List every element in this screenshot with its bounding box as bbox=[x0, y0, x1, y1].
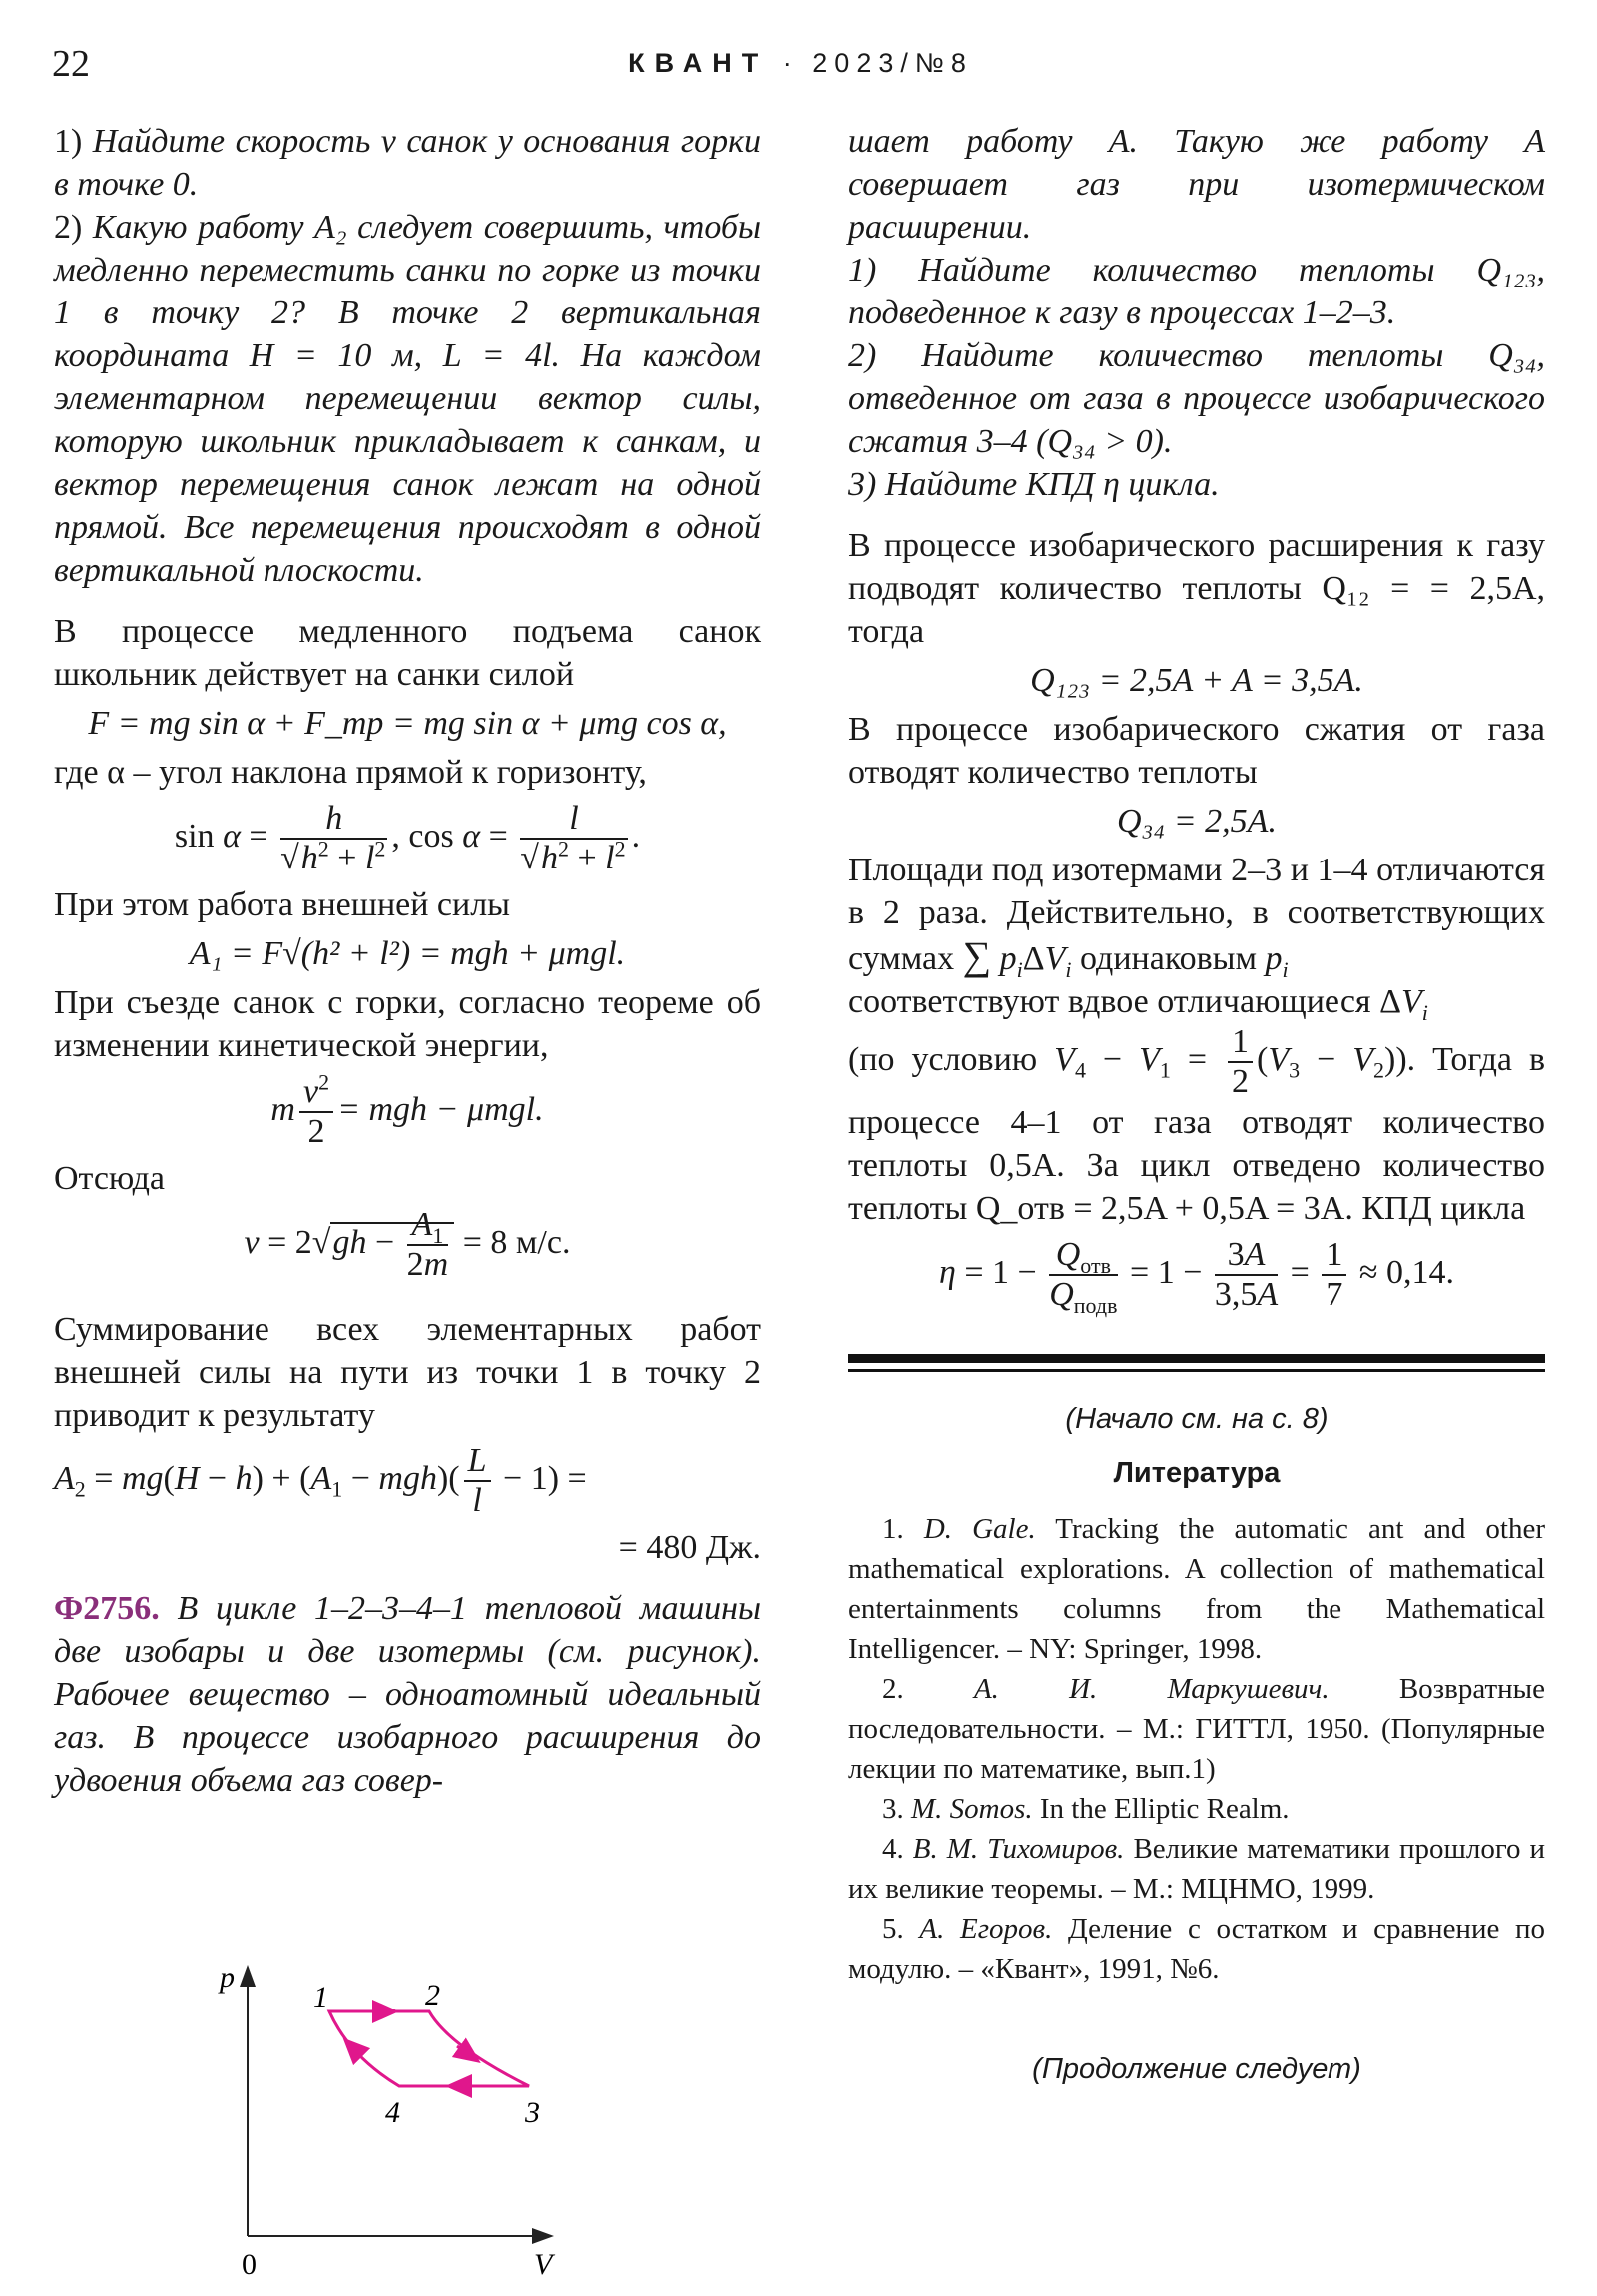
answer-text-1: В процессе изобарического расширения к газу подводят количество теплоты Q₁₂ = = 2,5A, тогда bbox=[848, 527, 1545, 650]
solution-text-3: При этом работа внешней силы bbox=[54, 886, 511, 923]
formula-work-a2: $A_2 = mg(H - h) + (A_1 - mgh)$( $\frac{L}{l}$ − 1) = bbox=[54, 1442, 587, 1519]
point-2: 2 bbox=[425, 1979, 440, 2011]
answer-text-4: соответствуют вдвое отличающиеся $\Delta V_i$ bbox=[848, 983, 1428, 1025]
formula-q34: Q₃₄ = 2,5A. bbox=[1117, 803, 1277, 840]
reference-list bbox=[848, 1509, 1545, 1989]
left-column bbox=[54, 120, 761, 1802]
point-1: 1 bbox=[313, 1981, 328, 2013]
answer-text-3: Площади под изотермами 2–3 и 1–4 отличаются в 2 раза. Действительно, в соответствующих суммах ∑ $p_i\Delta V_i$ одинаковым $p_i$ bbox=[848, 852, 1545, 982]
question-2 bbox=[54, 206, 761, 592]
problem-f2756 bbox=[54, 1587, 761, 1802]
solution-text-6: Суммирование всех элементарных работ внешней силы на пути из точки 1 в точку 2 приводит к результату bbox=[54, 1311, 761, 1434]
literature-title: Литература bbox=[1113, 1457, 1281, 1489]
continued-from-note: (Начало см. на с. 8) bbox=[1065, 1403, 1329, 1435]
answer-text-3b: одинаковым bbox=[1080, 940, 1258, 977]
cycle-path bbox=[329, 2011, 529, 2086]
problem-id: Ф2756. bbox=[54, 1590, 160, 1627]
formula-q123: Q₁₂₃ = 2,5A + A = 3,5A. bbox=[1030, 662, 1363, 699]
answer-text-5: (по условию $V_4 - V_1$ = $\frac{1}{2}$ $(V_3 - V_2)$). Тогда в процессе 4–1 от газа отводят количество теплоты 0,5A. За цикл отведено количество теплоты Q_отв = 2,5A + 0,5A = 3A. КПД цикла bbox=[848, 1023, 1545, 1227]
page-number: 22 bbox=[52, 43, 90, 85]
point-4: 4 bbox=[385, 2096, 400, 2129]
question-2-number: 2) bbox=[54, 209, 83, 246]
journal-name: КВАНТ bbox=[628, 48, 769, 78]
reference-item: 2. А. И. Маркушевич. Возвратные последовательности. – М.: ГИТТЛ, 1950. (Популярные лекции по математике, вып.1) bbox=[848, 1673, 1546, 1785]
arrow-4-1 bbox=[351, 2046, 361, 2056]
axis-origin: 0 bbox=[242, 2248, 257, 2281]
answer-text-3a: Площади под изотермами 2–3 и 1–4 отличаются в 2 раза. Действительно, в соответствующих суммах bbox=[848, 852, 1545, 977]
solution-text-5: Отсюда bbox=[54, 1160, 165, 1197]
axis-label-v: V bbox=[534, 2248, 553, 2281]
problem-question-1: 1) Найдите количество теплоты Q₁₂₃, подведенное к газу в процессах 1–2–3. bbox=[848, 252, 1545, 331]
solution-text-1: В процессе медленного подъема санок школьник действует на санки силой bbox=[54, 613, 761, 693]
formula-energy-rhs: = mgh − μmgl. bbox=[337, 1090, 544, 1128]
question-1-number: 1) bbox=[54, 123, 83, 160]
journal-issue: · 2023/№8 bbox=[782, 48, 973, 78]
reference-item: 1. D. Gale. Tracking the automatic ant and other mathematical explorations. A collection of mathematical entertainments columns from the Mathematical Intelligencer. – NY: Springer, 1998. bbox=[848, 1513, 1545, 1665]
answer-text-5b: ). Тогда в процессе 4–1 от газа отводят количество теплоты 0,5A. За цикл отведено количество теплоты Q_отв = 2,5A + 0,5A = 3A. КПД цикла bbox=[848, 1040, 1545, 1227]
pv-diagram bbox=[200, 1957, 599, 2286]
to-be-continued-note: (Продолжение следует) bbox=[1032, 2053, 1361, 2085]
problem-question-3: 3) Найдите КПД η цикла. bbox=[848, 466, 1220, 503]
formula-work-a1: A₁ = F√(h² + l²) = mgh + μmgl. bbox=[189, 935, 626, 972]
axis-label-p: p bbox=[220, 1961, 235, 1994]
reference-item: 5. А. Егоров. Деление с остатком и сравнение по модулю. – «Квант», 1991, №6. bbox=[848, 1913, 1546, 1985]
answer-text-2: В процессе изобарического сжатия от газа отводят количество теплоты bbox=[848, 711, 1545, 791]
formula-efficiency-result: ≈ 0,14. bbox=[1358, 1253, 1455, 1291]
formula-energy: m $\frac{v^2}{2}$ = mgh − μmgl. bbox=[270, 1069, 544, 1150]
solution-text-4: При съезде санок с горки, согласно теореме об изменении кинетической энергии, bbox=[54, 984, 761, 1064]
question-1 bbox=[54, 120, 761, 206]
question-2-text: Какую работу A₂ следует совершить, чтобы медленно переместить санки по горке из точки 1 в точку 2? В точке 2 вертикальная координата H = 10 м, L = 4l. На каждом элементарном перемещении вектор силы, которую школьник прикладывает к санкам, и вектор перемещения санок лежат на одной прямой. Все перемещения происходят в одной вертикальной плоскости. bbox=[54, 209, 762, 589]
formula-velocity-result: = 8 м/с. bbox=[462, 1223, 571, 1261]
answer-text-4a: соответствуют вдвое отличающиеся bbox=[848, 983, 1371, 1020]
page-header bbox=[52, 42, 1549, 92]
formula-velocity: v = 2√gh − $\frac{A_1}{2m}$ = 8 м/с. bbox=[244, 1206, 571, 1283]
question-1-text: Найдите скорость v санок у основания горки в точке 0. bbox=[54, 123, 761, 203]
reference-item: 3. M. Somos. In the Elliptic Realm. bbox=[882, 1793, 1290, 1825]
problem-continuation: шает работу A. Такую же работу A совершает газ при изотермическом расширении. bbox=[848, 123, 1545, 246]
journal-title bbox=[52, 48, 1549, 79]
solution-text-2: где α – угол наклона прямой к горизонту, bbox=[54, 754, 647, 791]
point-3: 3 bbox=[525, 2096, 540, 2129]
problem-text: В цикле 1–2–3–4–1 тепловой машины две изобары и две изотермы (см. рисунок). Рабочее вещество – одноатомный идеальный газ. В процессе изобарного расширения до удвоения объема газ совер- bbox=[54, 1590, 761, 1799]
answer-text-5a: (по условию bbox=[848, 1040, 1038, 1078]
formula-work-a2-result: = 480 Дж. bbox=[618, 1529, 761, 1566]
formula-force: F = mg sin α + F_тр = mg sin α + μmg cos α, bbox=[88, 705, 727, 742]
section-divider-thin bbox=[848, 1369, 1545, 1372]
formula-efficiency: η = 1 − $Q_{отв}$ $Q_{подв}$ = 1 − $\frac{3A}{3,5A}$ = $\frac{1}{7}$ ≈ 0,14. bbox=[938, 1236, 1455, 1318]
reference-item: 4. В. М. Тихомиров. Великие математики прошлого и их великие теоремы. – М.: МЦНМО, 1999. bbox=[848, 1833, 1546, 1905]
formula-sin-cos: sin α = $\frac{h}{√h^2 + l^2}$ , cos α = $\frac{l}{√h^2 + l^2}$ . bbox=[174, 800, 641, 876]
right-column bbox=[848, 120, 1545, 2091]
problem-question-2: 2) Найдите количество теплоты Q₃₄, отведенное от газа в процессе изобарического сжатия 3–4 (Q₃₄ > 0). bbox=[848, 337, 1545, 460]
section-divider-thick bbox=[848, 1354, 1545, 1363]
